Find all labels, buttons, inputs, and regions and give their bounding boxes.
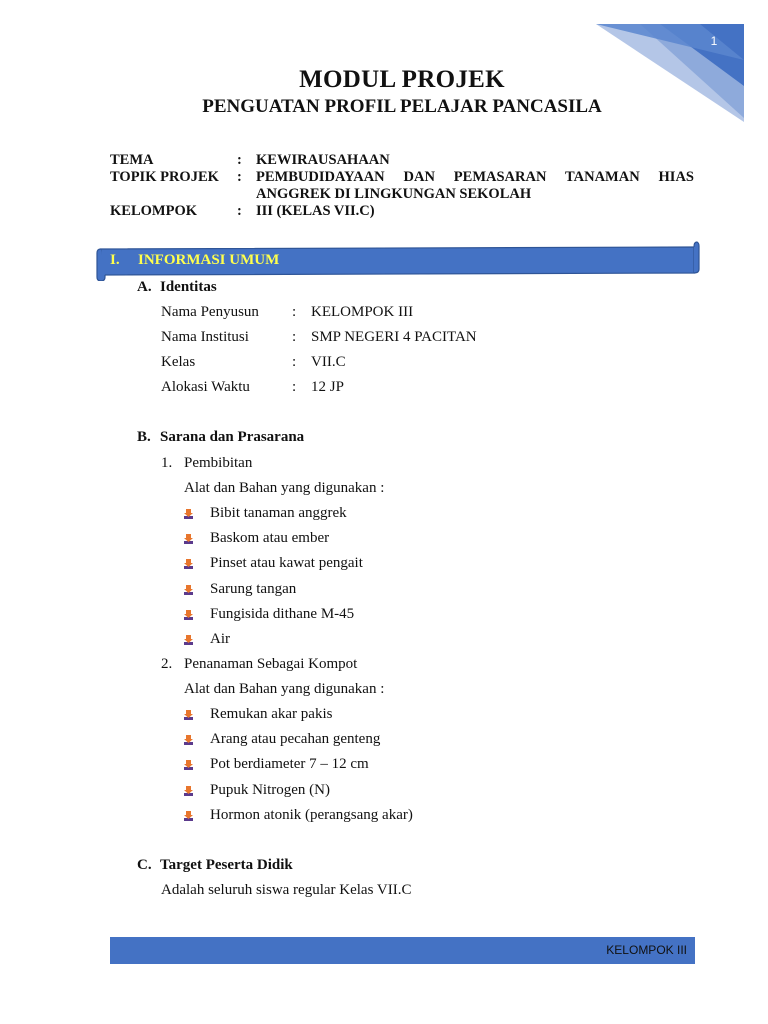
subsection-title: Identitas bbox=[160, 279, 217, 295]
section-title: INFORMASI UMUM bbox=[138, 252, 280, 268]
identity-value: VII.C bbox=[311, 354, 346, 370]
materials-intro: Alat dan Bahan yang digunakan : bbox=[184, 681, 385, 697]
bullet-item bbox=[183, 631, 583, 651]
bullet-item bbox=[183, 606, 583, 626]
bullet-text: Baskom atau ember bbox=[210, 530, 330, 547]
meta-row-tema bbox=[110, 152, 695, 170]
bullet-item bbox=[183, 782, 583, 802]
identity-row bbox=[161, 329, 561, 349]
bullet-item bbox=[183, 731, 583, 751]
bullet-item bbox=[183, 706, 583, 726]
identity-colon: : bbox=[292, 379, 297, 395]
meta-row-topik bbox=[110, 169, 695, 205]
arrow-bullet-icon bbox=[183, 635, 194, 646]
bullet-item bbox=[183, 581, 583, 601]
arrow-bullet-icon bbox=[183, 710, 194, 721]
arrow-bullet-icon bbox=[183, 585, 194, 596]
identity-value: 12 JP bbox=[311, 379, 344, 395]
identity-row bbox=[161, 379, 561, 399]
identity-row bbox=[161, 304, 561, 324]
meta-label: TOPIK PROJEK bbox=[110, 169, 219, 185]
item-number: 1. bbox=[161, 455, 173, 471]
bullet-text: Sarung tangan bbox=[210, 580, 297, 597]
identity-row bbox=[161, 354, 561, 374]
document-title: MODUL PROJEK bbox=[299, 66, 505, 93]
item-title: Penanaman Sebagai Kompot bbox=[184, 656, 358, 672]
section-number: I. bbox=[110, 252, 120, 268]
meta-colon: : bbox=[237, 169, 242, 185]
identity-colon: : bbox=[292, 354, 297, 370]
subsection-letter: B. bbox=[137, 429, 151, 445]
identity-colon: : bbox=[292, 329, 297, 345]
meta-label: TEMA bbox=[110, 152, 154, 168]
identity-key: Nama Institusi bbox=[161, 329, 249, 345]
arrow-bullet-icon bbox=[183, 534, 194, 545]
bullet-text: Pupuk Nitrogen (N) bbox=[210, 781, 330, 798]
item-number: 2. bbox=[161, 656, 173, 672]
subsection-title: Target Peserta Didik bbox=[160, 857, 293, 873]
arrow-bullet-icon bbox=[183, 811, 194, 822]
arrow-bullet-icon bbox=[183, 559, 194, 570]
bullet-item bbox=[183, 505, 583, 525]
document-subtitle: PENGUATAN PROFIL PELAJAR PANCASILA bbox=[202, 96, 602, 117]
identity-key: Kelas bbox=[161, 354, 196, 370]
meta-value-continued: ANGGREK DI LINGKUNGAN SEKOLAH bbox=[256, 186, 532, 202]
bullet-text: Arang atau pecahan genteng bbox=[210, 731, 381, 748]
bullet-text: Pinset atau kawat pengait bbox=[210, 555, 363, 572]
subsection-title: Sarana dan Prasarana bbox=[160, 429, 305, 445]
arrow-bullet-icon bbox=[183, 509, 194, 520]
identity-colon: : bbox=[292, 304, 297, 320]
arrow-bullet-icon bbox=[183, 735, 194, 746]
subsection-letter: C. bbox=[137, 857, 152, 873]
identity-key: Nama Penyusun bbox=[161, 304, 259, 320]
bullet-item bbox=[183, 807, 583, 827]
materials-intro: Alat dan Bahan yang digunakan : bbox=[184, 480, 385, 496]
meta-value: KEWIRAUSAHAAN bbox=[256, 152, 390, 168]
bullet-item bbox=[183, 555, 583, 575]
meta-colon: : bbox=[237, 152, 242, 168]
footer-text: KELOMPOK III bbox=[606, 943, 687, 957]
meta-colon: : bbox=[237, 203, 242, 219]
meta-value: PEMBUDIDAYAAN DAN PEMASARAN TANAMAN HIAS bbox=[256, 169, 694, 185]
bullet-text: Pot berdiameter 7 – 12 cm bbox=[210, 756, 369, 773]
arrow-bullet-icon bbox=[183, 610, 194, 621]
bullet-text: Remukan akar pakis bbox=[210, 706, 333, 722]
identity-value: KELOMPOK III bbox=[311, 304, 414, 320]
meta-row-kelompok bbox=[110, 203, 695, 221]
bullet-text: Air bbox=[210, 631, 230, 647]
bullet-text: Fungisida dithane M-45 bbox=[210, 605, 355, 622]
bullet-item bbox=[183, 530, 583, 550]
meta-label: KELOMPOK bbox=[110, 203, 197, 219]
item-title: Pembibitan bbox=[184, 455, 253, 471]
footer-bar bbox=[110, 937, 695, 964]
arrow-bullet-icon bbox=[183, 760, 194, 771]
bullet-text: Hormon atonik (perangsang akar) bbox=[210, 806, 413, 823]
arrow-bullet-icon bbox=[183, 786, 194, 797]
identity-value: SMP NEGERI 4 PACITAN bbox=[311, 329, 477, 345]
page-number: 1 bbox=[710, 34, 718, 48]
subsection-letter: A. bbox=[137, 279, 152, 295]
target-description: Adalah seluruh siswa regular Kelas VII.C bbox=[161, 882, 412, 898]
bullet-item bbox=[183, 756, 583, 776]
bullet-text: Bibit tanaman anggrek bbox=[210, 505, 347, 521]
meta-value: III (KELAS VII.C) bbox=[256, 203, 375, 219]
identity-key: Alokasi Waktu bbox=[161, 379, 250, 395]
